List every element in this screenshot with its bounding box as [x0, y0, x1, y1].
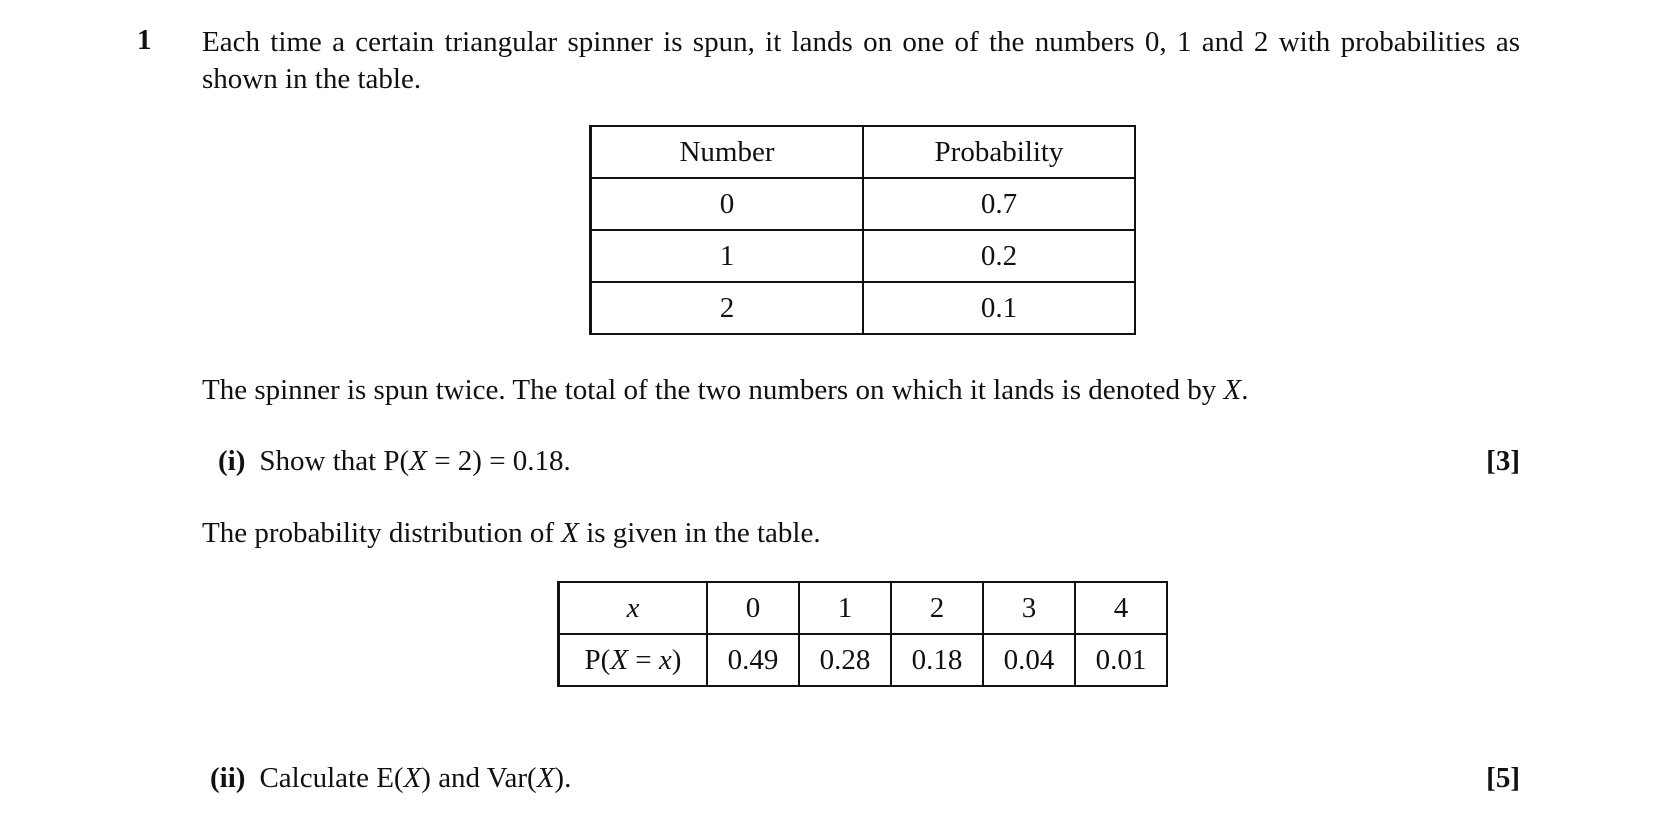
- number-cell: 1: [591, 230, 864, 282]
- distribution-statement: The probability distribution of X is given in the table.: [202, 517, 821, 549]
- probability-cell: 0.7: [863, 178, 1135, 230]
- distribution-table: [557, 581, 1168, 687]
- p-value-cell: 0.49: [707, 634, 799, 686]
- number-cell: 0: [591, 178, 864, 230]
- header-probability: Probability: [863, 126, 1135, 178]
- probability-cell: 0.1: [863, 282, 1135, 334]
- part-i-label: (i): [218, 445, 246, 477]
- probability-cell: 0.2: [863, 230, 1135, 282]
- p-value-cell: 0.28: [799, 634, 891, 686]
- question-intro: Each time a certain triangular spinner is spun, it lands on one of the numbers 0, 1 and 2 with probabilities as shown in the table.: [202, 26, 1520, 95]
- part-i-marks: [3]: [1486, 445, 1520, 477]
- table-row: [591, 230, 1136, 282]
- header-number: Number: [591, 126, 864, 178]
- x-value-cell: 2: [891, 582, 983, 634]
- x-label-cell: x: [559, 582, 708, 634]
- p-value-cell: 0.18: [891, 634, 983, 686]
- x-value-cell: 3: [983, 582, 1075, 634]
- p-value-cell: 0.04: [983, 634, 1075, 686]
- part-i: (i) Show that P(X = 2) = 0.18.: [218, 445, 571, 477]
- part-ii-marks: [5]: [1486, 762, 1520, 794]
- x-row: [559, 582, 1168, 634]
- table-header-row: [591, 126, 1136, 178]
- x-value-cell: 4: [1075, 582, 1167, 634]
- part-ii-label: (ii): [210, 762, 246, 794]
- x-value-cell: 0: [707, 582, 799, 634]
- part-ii: (ii) Calculate E(X) and Var(X).: [210, 762, 572, 794]
- p-label-cell: P(X = x): [559, 634, 708, 686]
- table-row: [591, 282, 1136, 334]
- spinner-probability-table: [589, 125, 1136, 335]
- p-value-cell: 0.01: [1075, 634, 1167, 686]
- x-value-cell: 1: [799, 582, 891, 634]
- question-number: 1: [137, 24, 152, 56]
- spinner-statement: The spinner is spun twice. The total of the two numbers on which it lands is denoted by X.: [202, 374, 1249, 406]
- table-row: [591, 178, 1136, 230]
- probability-row: [559, 634, 1168, 686]
- number-cell: 2: [591, 282, 864, 334]
